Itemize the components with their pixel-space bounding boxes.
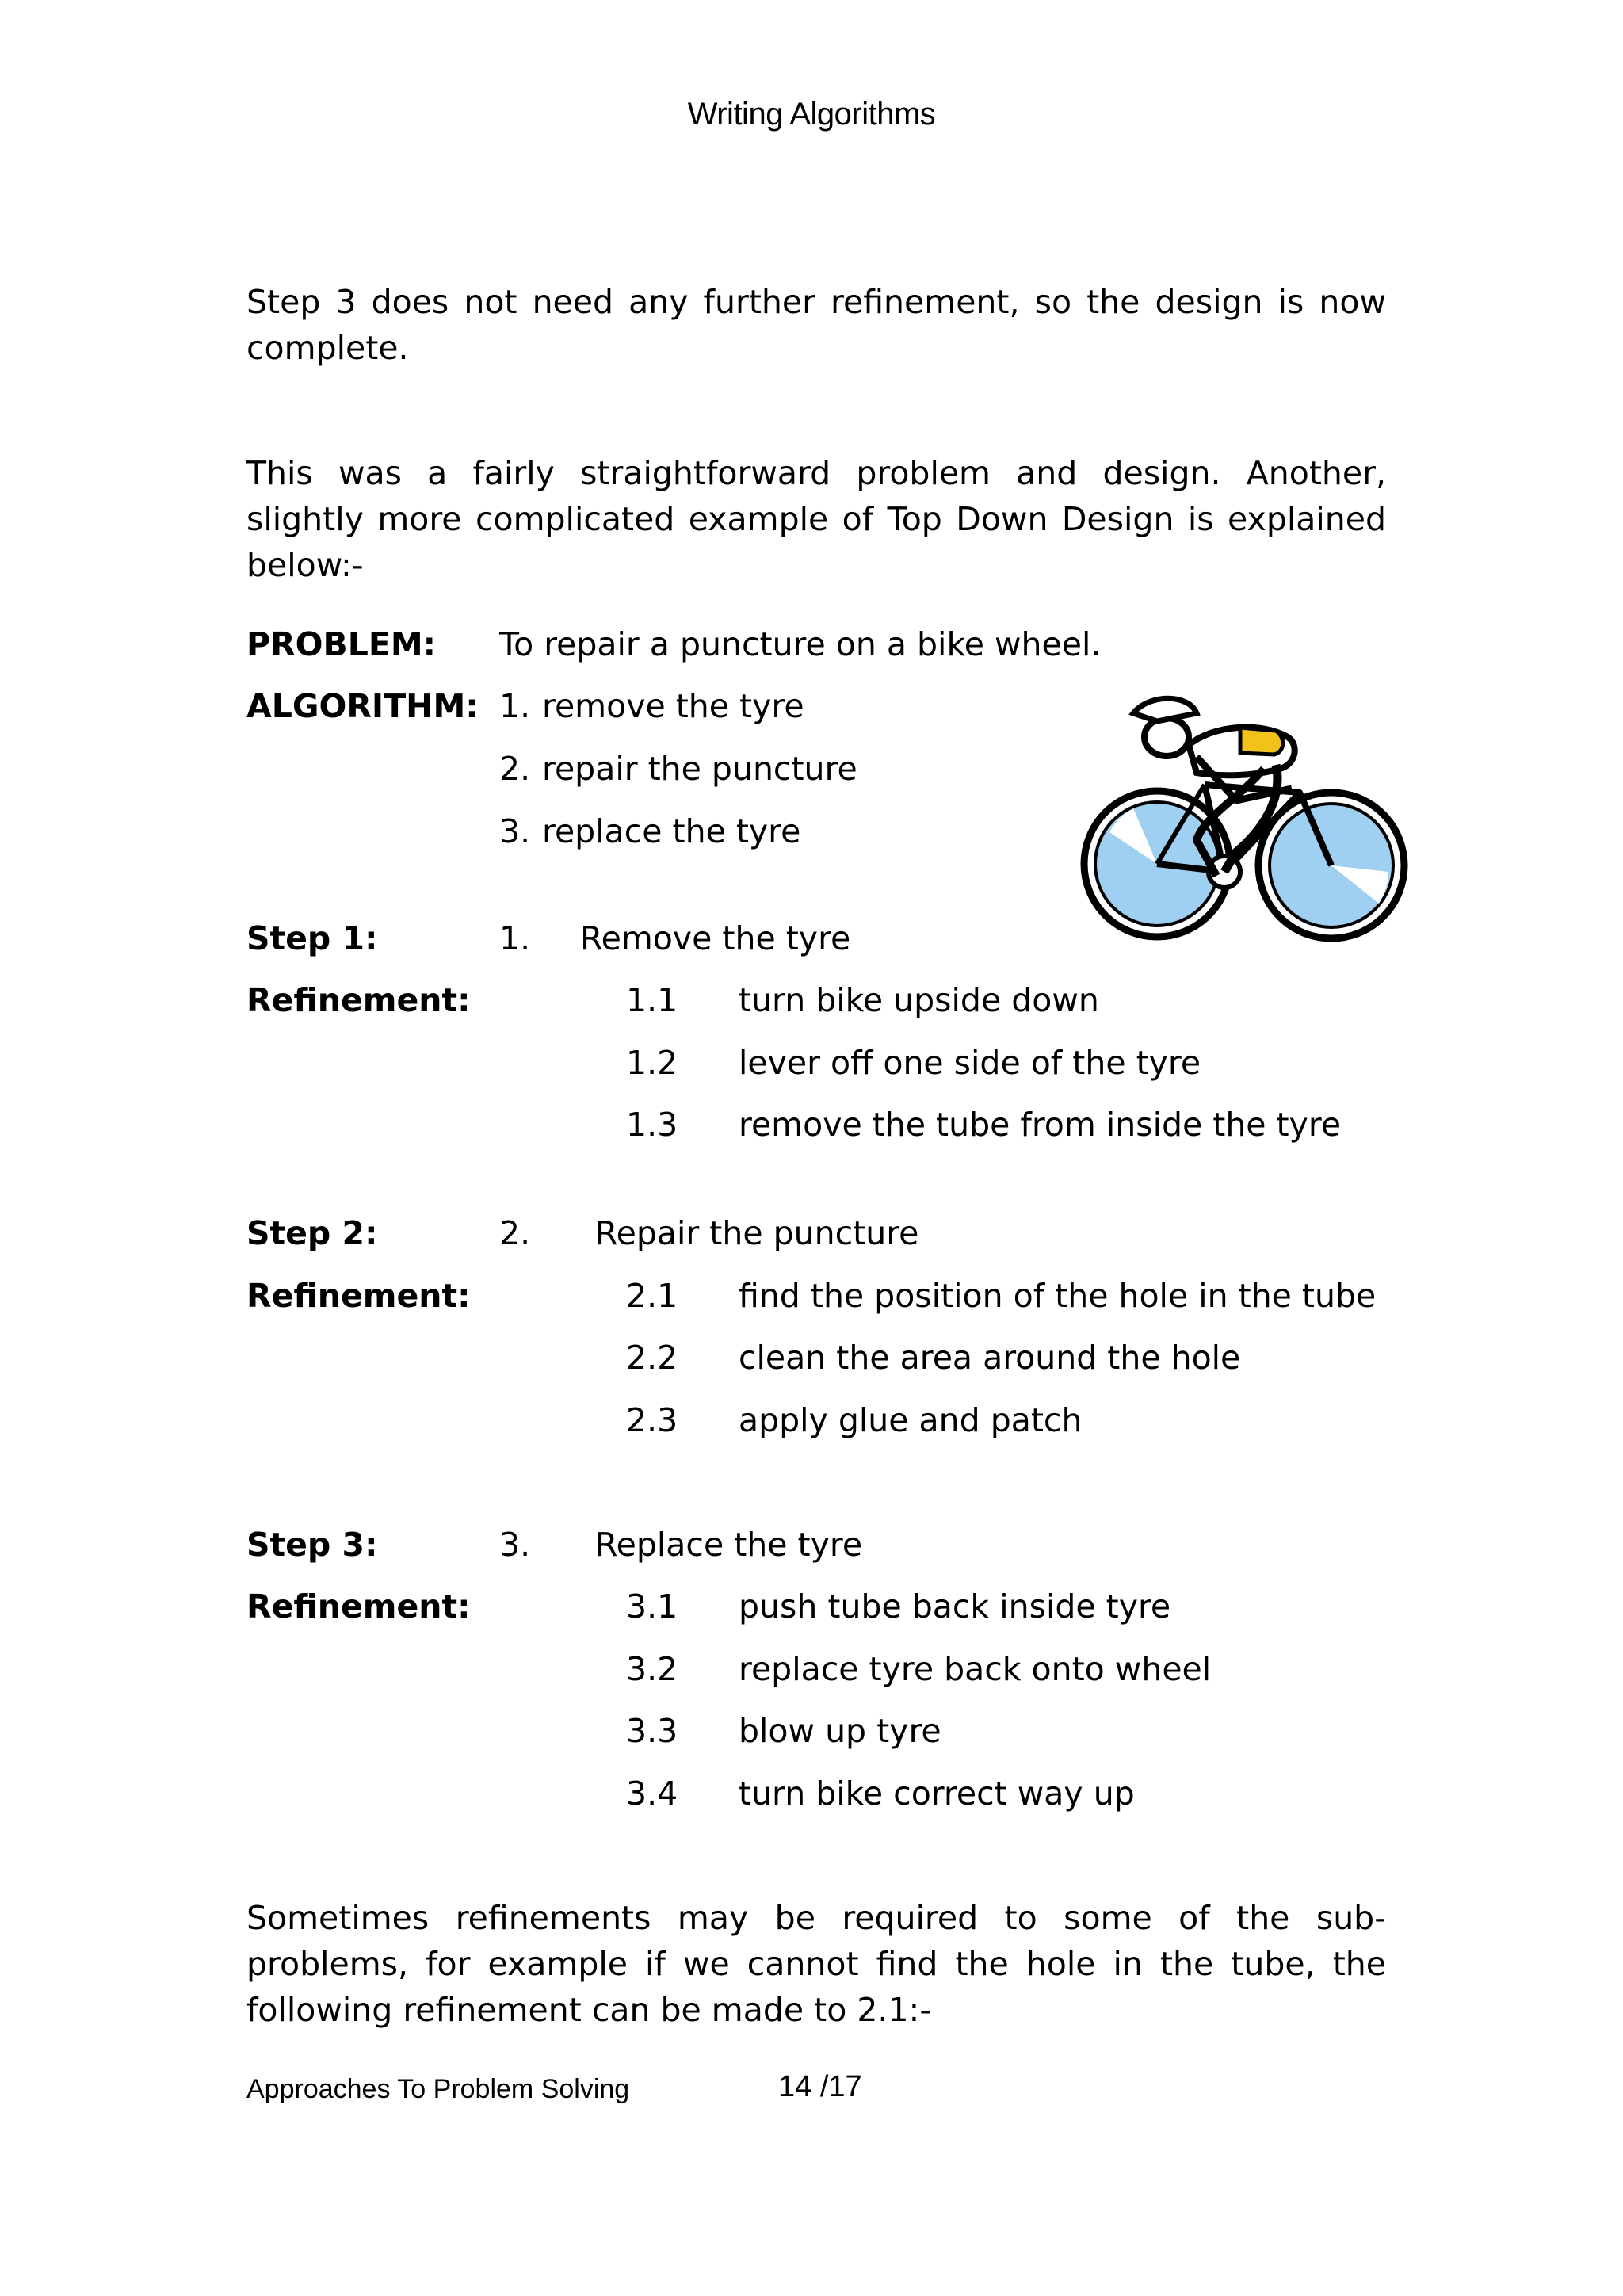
refinement-text: turn bike upside down xyxy=(739,981,1099,1019)
step-3-number: 3. xyxy=(499,1526,531,1564)
step-2-label: Step 2: xyxy=(246,1214,378,1252)
step-3-title: Replace the tyre xyxy=(595,1526,863,1564)
algorithm-label: ALGORITHM: xyxy=(246,687,479,725)
cyclist-icon xyxy=(1078,682,1411,943)
refinement-num: 1.1 xyxy=(626,981,678,1019)
algorithm-item-num: 1. xyxy=(499,687,531,725)
refinement-num: 1.2 xyxy=(626,1044,678,1082)
page-number: 14 /17 xyxy=(778,2070,862,2103)
step-3-label: Step 3: xyxy=(246,1526,378,1564)
step-2-title: Repair the puncture xyxy=(595,1214,919,1252)
step-1-number: 1. xyxy=(499,919,531,957)
closing-paragraph: Sometimes refinements may be required to some of the sub-problems, for example if we cannot find the hole in the tube, the following refinement can be made to 2.1:- xyxy=(246,1899,1386,2029)
refinement-text: lever off one side of the tyre xyxy=(739,1044,1201,1082)
refinement-num: 3.2 xyxy=(626,1650,678,1688)
step-1-label: Step 1: xyxy=(246,919,378,957)
refinement-text: push tube back inside tyre xyxy=(739,1587,1171,1626)
refinement-num: 2.3 xyxy=(626,1401,678,1439)
problem-text: To repair a puncture on a bike wheel. xyxy=(499,625,1102,663)
refinement-text: replace tyre back onto wheel xyxy=(739,1650,1212,1688)
refinement-text: apply glue and patch xyxy=(739,1401,1083,1439)
intro-paragraph-1: Step 3 does not need any further refinement, so the design is now complete. xyxy=(246,283,1386,367)
refinement-text: remove the tube from inside the tyre xyxy=(739,1106,1342,1144)
refinement-num: 1.3 xyxy=(626,1106,678,1144)
algorithm-item-text: replace the tyre xyxy=(542,812,801,850)
step-2-refinement-label: Refinement: xyxy=(246,1277,471,1315)
footer-title: Approaches To Problem Solving xyxy=(246,2074,630,2104)
refinement-num: 3.4 xyxy=(626,1775,678,1813)
algorithm-item-num: 2. xyxy=(499,750,531,788)
step-1-title: Remove the tyre xyxy=(580,919,851,957)
refinement-num: 3.3 xyxy=(626,1712,678,1750)
refinement-text: clean the area around the hole xyxy=(739,1339,1241,1377)
algorithm-item-text: repair the puncture xyxy=(542,750,857,788)
intro-paragraph-2: This was a fairly straightforward problem and design. Another, slightly more complicated example of Top Down Design is explained below:- xyxy=(246,454,1386,584)
step-1-refinement-label: Refinement: xyxy=(246,981,471,1019)
page-header: Writing Algorithms xyxy=(687,97,936,132)
refinement-num: 2.1 xyxy=(626,1277,678,1315)
refinement-num: 2.2 xyxy=(626,1339,678,1377)
refinement-text: find the position of the hole in the tube xyxy=(739,1277,1377,1315)
refinement-num: 3.1 xyxy=(626,1587,678,1626)
problem-label: PROBLEM: xyxy=(246,625,437,663)
step-3-refinement-label: Refinement: xyxy=(246,1587,471,1626)
refinement-text: turn bike correct way up xyxy=(739,1775,1135,1813)
step-2-number: 2. xyxy=(499,1214,531,1252)
refinement-text: blow up tyre xyxy=(739,1712,941,1750)
algorithm-item-num: 3. xyxy=(499,812,531,850)
algorithm-item-text: remove the tyre xyxy=(542,687,804,725)
